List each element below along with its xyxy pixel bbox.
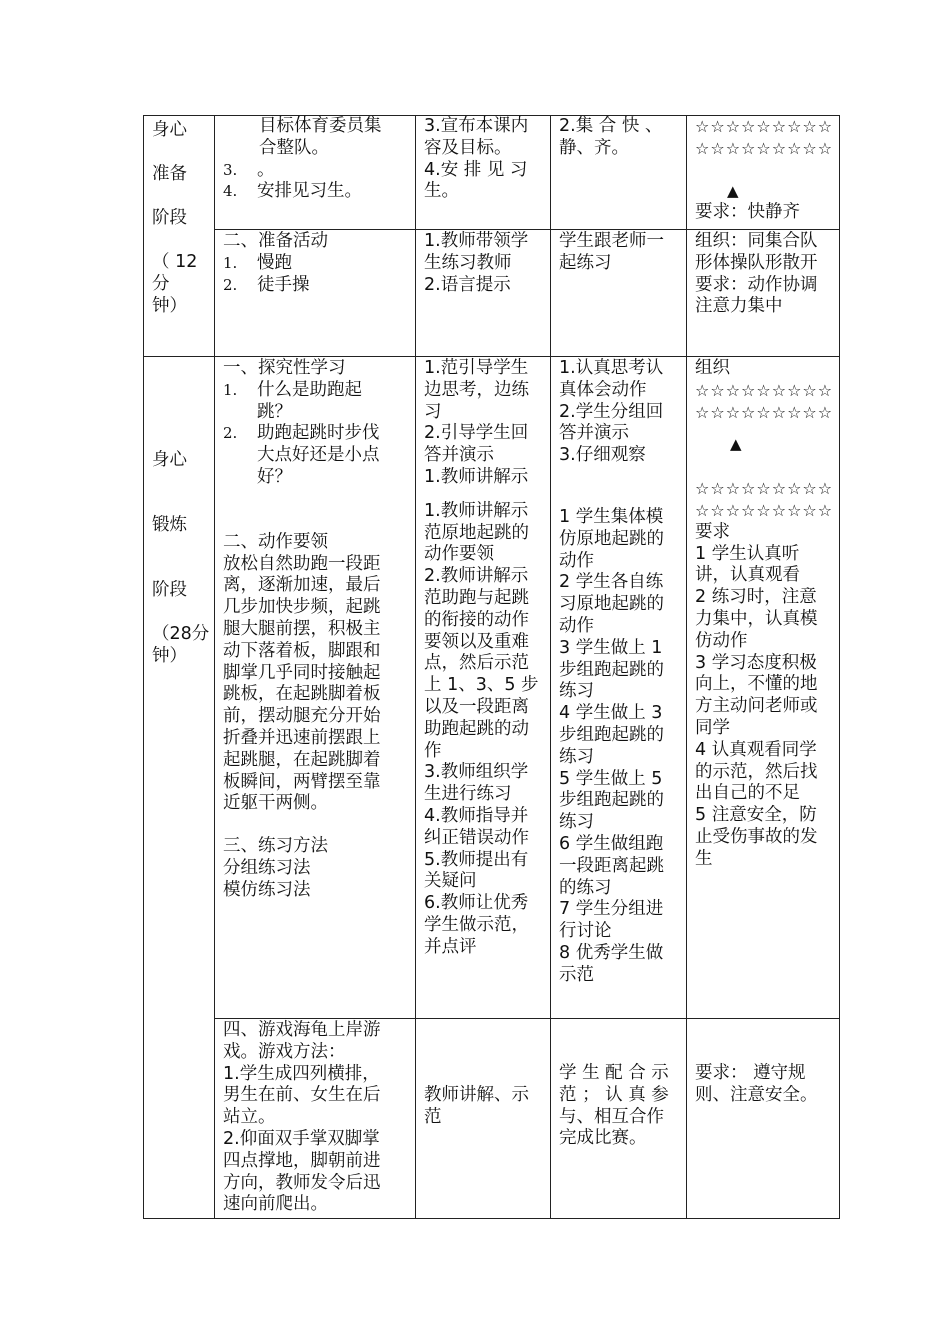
teacher-triangle-icon: ▲ [727, 181, 739, 200]
row-divider [214, 229, 840, 230]
label-line: 阶段 [152, 580, 187, 600]
s2-student: 1.认真思考认 真体会动作 2.学生分组回 答并演示 3.仔细观察 1 学生集体模 仿原地起跳的 动作 2 学生各自练 习原地起跳的 动作 3 学生做上 1 步组跑起跳的 练习 4 学生做上 3 步组跑起跳的 练习 5 学生做上 5 步组跑起跳的 练习 6 学生做组跑 一段距离起跳 的练习 7 学生分组进 行讨论 8 优秀学生做 示范 [559, 358, 664, 985]
column-divider [686, 115, 687, 1219]
list-item: 2. 徒手操 [223, 274, 310, 295]
label-line: 阶段 [152, 208, 187, 228]
list-item: 1. 慢跑 [223, 252, 292, 273]
formation-stars: ☆☆☆☆☆☆☆☆☆ [695, 117, 834, 136]
s1r2-content: 二、准备活动 1. 慢跑 2. 徒手操 [223, 231, 413, 296]
s1r2-student: 学生跟老师一 起练习 [559, 231, 664, 273]
formation-stars: ☆☆☆☆☆☆☆☆☆ [695, 402, 834, 422]
section1-label [152, 116, 210, 314]
s1r1-content: 目标体育委员集 合整队。 3. 。 4. 安排见习生。 [223, 116, 413, 203]
label-line: 钟） [152, 646, 187, 666]
label-line: 准备 [152, 164, 187, 184]
s2-content: 一、探究性学习 1. 什么是助跑起 跳？ 2. 助跑起跳时步伐 大点好还是小点 好？ 二、动作要领 放松自然助跑一段距 离，逐渐加速，最后 几步加快步频，起跳 腿大腿前摆，积极主 动下落着板，脚跟和 脚掌几乎同时接触起 跳板，在起跳脚着板 前，摆动腿充分开始 折叠并迅速前摆跟上 起跳腿，在起跳脚着 板瞬间，两臂摆至靠 近躯干两侧。 三、练习方法 分组练习法 模仿练习法 [223, 358, 413, 902]
lesson-plan-table [143, 115, 840, 1219]
formation-stars: ☆☆☆☆☆☆☆☆☆ [695, 138, 834, 158]
section2-label [152, 446, 214, 664]
column-divider [550, 115, 551, 1219]
row-divider [214, 1018, 840, 1019]
table-border-bottom [143, 1218, 840, 1219]
s1r1-teacher: 3.宣布本课内 容及目标。 4.安 排 见 习 生。 [424, 116, 529, 202]
formation-stars: ☆☆☆☆☆☆☆☆☆ [695, 380, 834, 400]
label-line: 钟） [152, 296, 187, 316]
label-line: （ 12 [152, 252, 198, 272]
requirement: 要求：快静齐 [695, 202, 800, 223]
label-line: 分 [152, 274, 170, 294]
table-border-left [143, 115, 144, 1219]
game-teacher: 教师讲解、示 范 [424, 1085, 529, 1127]
column-divider [415, 115, 416, 1219]
label-line: （28分 [152, 624, 210, 644]
formation-stars: ☆☆☆☆☆☆☆☆☆ [695, 500, 834, 520]
s2-org: 组织 ☆☆☆☆☆☆☆☆☆ ☆☆☆☆☆☆☆☆☆ ▲ ☆☆☆☆☆☆☆☆☆ ☆☆☆☆☆☆☆☆☆ 要求 1 学生认真听 讲，认真观看 2 练习时，注意 力集中，认真模 仿动作 3 学习态度积极 向上，不懂的地 方主动问老师或 同学 4 认真观看同学 的示范，然后找 出自己的不足 5 注意安全，防 止受伤事故的发 生 [695, 358, 839, 871]
list-item: 1. 什么是助跑起 跳？ [223, 379, 362, 422]
s2-teacher: 1.范引导学生 边思考，边练 习 2.引导学生回 答并演示 1.教师讲解示 1.教师讲解示 范原地起跳的 动作要领 2.教师讲解示 范助跑与起跳 的衔接的动作 要领以及重难 点，然后示范 上 1、3、5 步 以及一段距离 助跑起跳的动 作 3.教师组织学 生进行练习 4.教师指导并 纠正错误动作 5.教师提出有 关疑问 6.教师让优秀 学生做示范， 并点评 [424, 358, 539, 957]
section-divider [143, 356, 840, 357]
s1r1-org [695, 116, 839, 224]
list-item: 3. 。 [223, 159, 275, 180]
label-line: 身心 [152, 450, 187, 470]
label-line: 身心 [152, 120, 187, 140]
game-org: 要求： 遵守规 则、注意安全。 [695, 1063, 818, 1105]
s1r1-student: 2.集 合 快 、 静、齐。 [559, 116, 663, 158]
list-item: 4. 安排见习生。 [223, 181, 362, 202]
s1r2-org: 组织：同集合队 形体操队形散开 要求：动作协调 注意力集中 [695, 231, 818, 317]
list-item: 2. 助跑起跳时步伐 大点好还是小点 好？ [223, 423, 380, 487]
label-line: 锻炼 [152, 515, 187, 535]
column-divider [214, 115, 215, 1219]
game-content: 四、游戏海龟上岸游 戏。游戏方法： 1.学生成四列横排， 男生在前、女生在后 站立。 2.仰面双手掌双脚掌 四点撑地，脚朝前进 方向，教师发令后迅 速向前爬出。 [223, 1020, 381, 1215]
table-border-right [839, 115, 840, 1219]
game-student: 学 生 配 合 示 范 ； 认 真 参 与、相互合作 完成比赛。 [559, 1063, 669, 1149]
s1r2-teacher: 1.教师带领学 生练习教师 2.语言提示 [424, 231, 529, 295]
teacher-triangle-icon: ▲ [730, 435, 742, 454]
formation-stars: ☆☆☆☆☆☆☆☆☆ [695, 479, 834, 499]
